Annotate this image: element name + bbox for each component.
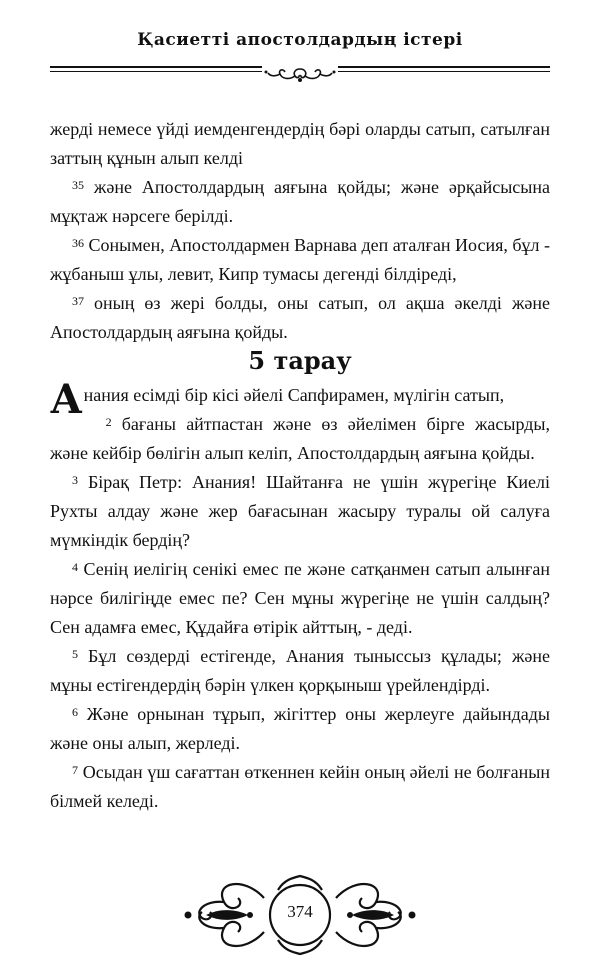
verse-text: Сонымен, Апостолдармен Варнава деп аталған Иосия, бұл - жұбаныш ұлы, левит, Кипр тумасы дегенді білдіреді, [50,235,550,284]
verse-number: 36 [72,236,84,250]
verse-text: Және орнынан тұрып, жігіттер оны жерлеуге дайындады және оны алып, жерледі. [50,704,550,753]
verse-36 [50,231,550,289]
verse-number: 4 [72,560,78,574]
verse-text: Сенің иелігің сенікі емес пе және сатқанмен сатып алынған нәрсе билігіңде емес пе? Сен мұны жүрегіңе не үшін салдың? Сен адамға емес, Құдайға өтірік айттың, - деді. [50,559,550,637]
verse-text: Бұл сөздерді естігенде, Анания тыныссыз құлады; және мұны естігендердің бәрін үлкен қорқыныш үрейлендірді. [50,646,550,695]
drop-cap: А [50,376,83,423]
verse-3 [50,468,550,555]
verse-number: 5 [72,647,78,661]
top-text-block [50,115,550,347]
verse-number: 2 [105,415,112,429]
verse-text: бағаны айтпастан және өз әйелімен бірге жасырды, және кейбір бөлігін алып келіп, Апостолдардың аяғына қойды. [50,414,550,463]
verse-number: 35 [72,178,84,192]
chapter-text-block [50,376,550,816]
verse-text: Осыдан үш сағаттан өткеннен кейін оның әйелі не болғанын білмей келеді. [50,762,550,811]
chapter-title: 5 тарау [248,346,352,375]
verse-number: 7 [72,763,78,777]
verse-1 [50,376,550,423]
verse-number: 3 [72,473,78,487]
verse-6 [50,700,550,758]
page-number: 374 [287,902,313,921]
verse-text: нания есімді бір кісі әйелі Сапфирамен, мүлігін сатып, [83,385,505,405]
verse-2 [50,410,550,468]
verse-35 [50,173,550,231]
verse-text: оның өз жері болды, оны сатып, ол ақша әкелді және Апостолдардың аяғына қойды. [50,293,550,342]
verse-37 [50,289,550,347]
verse-7 [50,758,550,816]
verse-number: 37 [72,294,84,308]
running-header-title: Қасиетті апостолдардың істері [137,30,463,50]
verse-number: 6 [72,705,78,719]
paragraph-continuation: жерді немесе үйді иемденгендердің бәрі оларды сатып, сатылған заттың құнын алып келді [50,119,550,168]
verse-text: Бірақ Петр: Анания! Шайтанға не үшін жүрегіңе Киелі Рухты алдау және жер бағасынан жасыру туралы ой салуға мүмкіндік бердің? [50,472,550,550]
verse-4 [50,555,550,642]
verse-5 [50,642,550,700]
verse-text: және Апостолдардың аяғына қойды; және әрқайсысына мұқтаж нәрсеге берілді. [50,177,550,226]
header-ornament-icon [262,64,338,86]
